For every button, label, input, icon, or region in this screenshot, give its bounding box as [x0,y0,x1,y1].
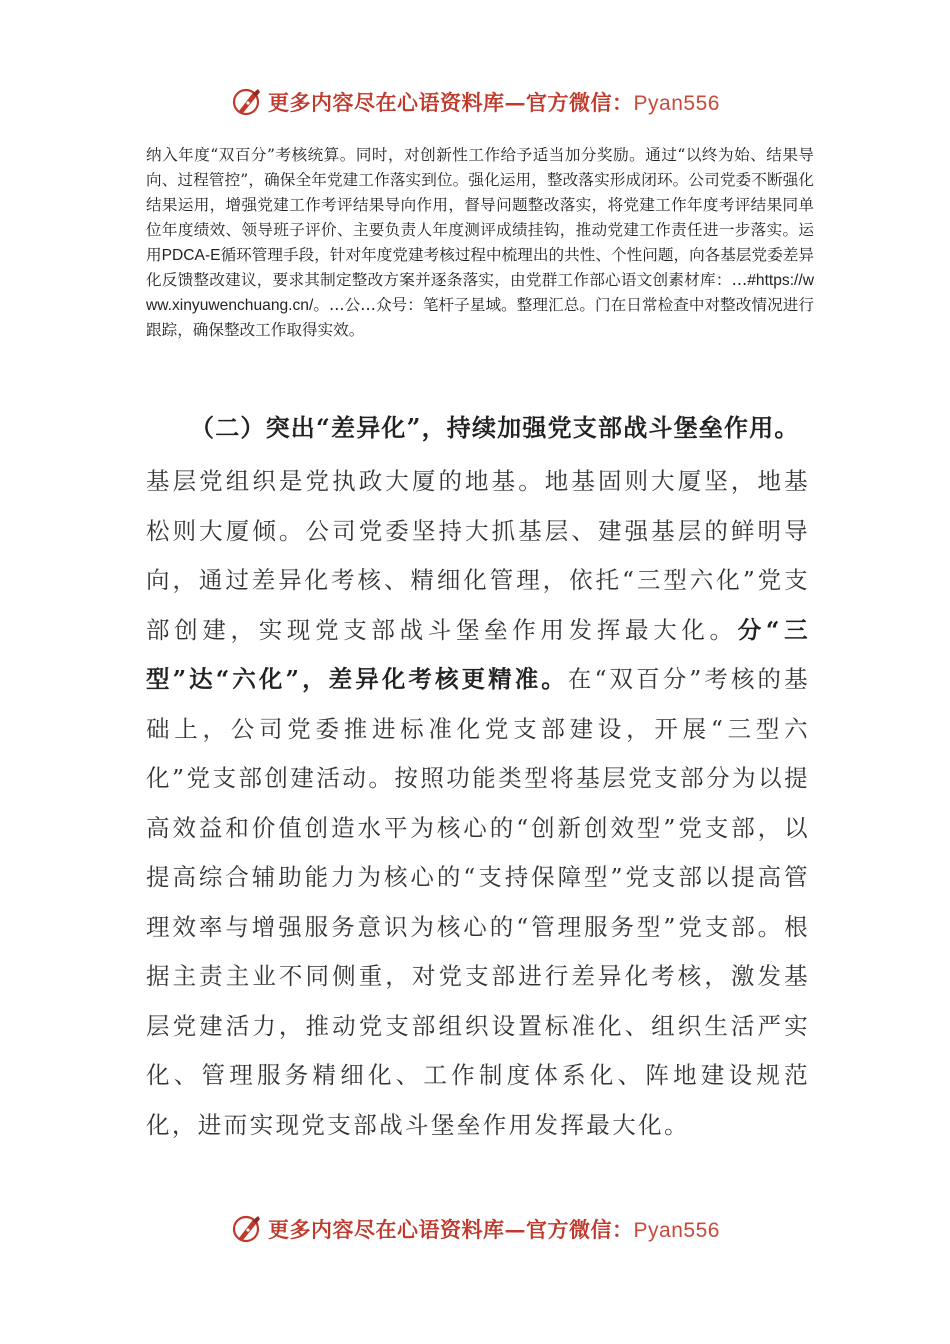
intro-paragraph: 纳入年度“双百分”考核统算。同时，对创新性工作给予适当加分奖励。通过“以终为始、结果导向、过程管控”，确保全年党建工作落实到位。强化运用，整改落实形成闭环。公司党委不断强化结果运用，增强党建工作考评结果导向作用，督导问题整改落实，将党建工作年度考评结果同单位年度绩效、领导班子评价、主要负责人年度测评成绩挂钩，推动党建工作责任进一步落实。运用PDCA-E循环管理手段，针对年度党建考核过程中梳理出的共性、个性问题，向各基层党委差异化反馈整改建议，要求其制定整改方案并逐条落实，由党群工作部心语文创素材库：…#https://www.xinyuwenchuang.cn/。…公…众号：笔杆子星域。整理汇总。门在日常检查中对整改情况进行跟踪，确保整改工作取得实效。 [146,146,814,339]
pen-nib-circle-icon [230,1212,264,1246]
pen-nib-circle-icon [230,85,264,119]
bold-lead-sentence: 分“三型”达“六化”，差异化考核更精准。 [146,615,811,693]
header-banner [0,82,950,122]
body-paragraph: 基层党组织是党执政大厦的地基。地基固则大厦坚，地基松则大厦倾。公司党委坚持大抓基层、建强基层的鲜明导向，通过差异化考核、精细化管理，依托“三型六化”党支部创建，实现党支部战斗堡垒作用发挥最大化。分“三型”达“六化”，差异化考核更精准。在“双百分”考核的基础上，公司党委推进标准化党支部建设，开展“三型六化”党支部创建活动。按照功能类型将基层党支部分为以提高效益和价值创造水平为核心的“创新创效型”党支部，以提高综合辅助能力为核心的“支持保障型”党支部以提高管理效率与增强服务意识为核心的“管理服务型”党支部。根据主责主业不同侧重，对党支部进行差异化考核，激发基层党建活力，推动党支部组织设置标准化、组织生活严实化、管理服务精细化、工作制度体系化、阵地建设规范化，进而实现党支部战斗堡垒作用发挥最大化。 [146,467,811,1139]
footer-banner [0,1209,950,1249]
banner-text: 更多内容尽在心语资料库—官方微信：Pyan556 [268,1217,720,1242]
section-heading: （二）突出“差异化”，持续加强党支部战斗堡垒作用。 [190,413,800,442]
banner-text: 更多内容尽在心语资料库—官方微信：Pyan556 [268,90,720,115]
